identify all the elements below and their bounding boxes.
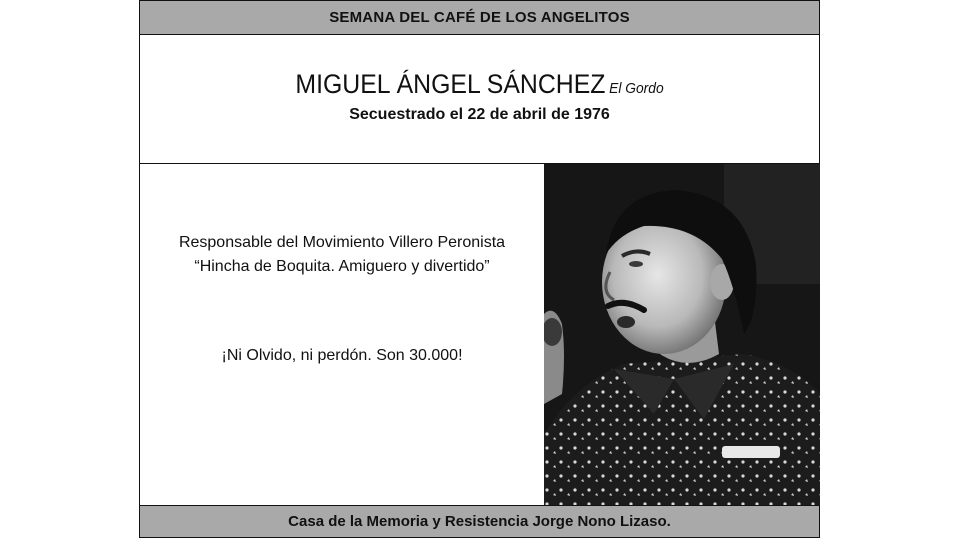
footer-text: Casa de la Memoria y Resistencia Jorge Nono Lizaso. [288,513,671,530]
memorial-notice [139,0,820,538]
portrait-illustration [544,164,820,506]
quote-text: “Hincha de Boquita. Amiguero y divertido” [194,258,490,275]
person-name: MIGUEL ÁNGEL SÁNCHEZ [295,69,606,99]
body-text [140,164,544,506]
header-block [140,35,819,164]
portrait-photo [544,164,820,506]
name-line [167,69,792,100]
role-text: Responsable del Movimiento Villero Peronista [178,234,506,251]
bottom-banner [140,505,819,537]
banner-title: SEMANA DEL CAFÉ DE LOS ANGELITOS [329,9,630,26]
slogan-text: ¡Ni Olvido, ni perdón. Son 30.000! [221,347,463,364]
top-banner [140,1,819,35]
person-nickname: El Gordo [609,80,664,97]
kidnap-date: Secuestrado el 22 de abril de 1976 [349,106,610,123]
